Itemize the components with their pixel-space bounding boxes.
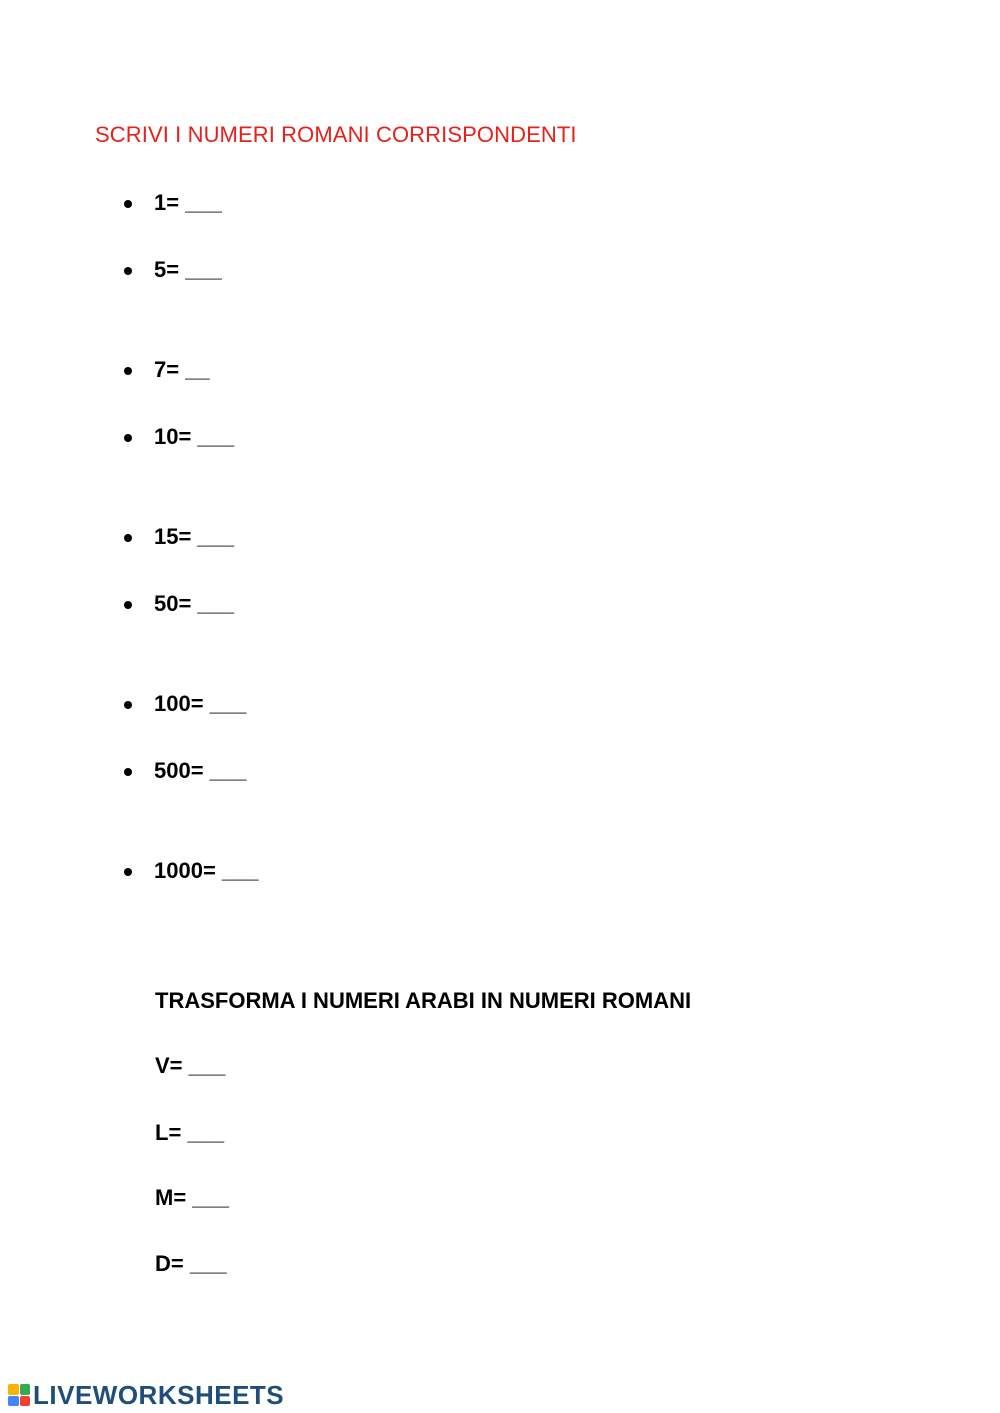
bullet-icon [124, 267, 132, 275]
item-text: 10= ___ [154, 424, 235, 449]
bullet-icon [124, 701, 132, 709]
bullet-icon [124, 434, 132, 442]
footer-brand [8, 1381, 284, 1409]
bullet-icon [124, 200, 132, 208]
brand-name: LIVEWORKSHEETS [33, 1379, 285, 1410]
liveworksheets-logo-icon [8, 1384, 30, 1406]
bullet-icon [124, 367, 132, 375]
bullet-icon [124, 534, 132, 542]
exercise-1-title: SCRIVI I NUMERI ROMANI CORRISPONDENTI [95, 122, 577, 147]
item-text: 5= ___ [154, 257, 222, 282]
list-item: L= ___ [155, 1120, 225, 1145]
item-text: 7= __ [154, 357, 210, 382]
list-item [124, 856, 259, 886]
list-item: V= ___ [155, 1053, 226, 1078]
item-text: 15= ___ [154, 524, 235, 549]
list-item [124, 522, 234, 552]
item-text: 100= ___ [154, 691, 247, 716]
list-item: D= ___ [155, 1251, 227, 1276]
list-item [124, 188, 222, 218]
item-text: 50= ___ [154, 591, 235, 616]
exercise-2-title: TRASFORMA I NUMERI ARABI IN NUMERI ROMANI [155, 988, 692, 1013]
bullet-icon [124, 768, 132, 776]
bullet-icon [124, 868, 132, 876]
list-item [124, 756, 246, 786]
item-text: 1= ___ [154, 190, 222, 215]
list-item [124, 689, 246, 719]
item-text: 1000= ___ [154, 858, 259, 883]
item-text: 500= ___ [154, 758, 247, 783]
bullet-icon [124, 601, 132, 609]
list-item [124, 422, 234, 452]
list-item: M= ___ [155, 1185, 229, 1210]
list-item [124, 355, 210, 385]
list-item [124, 589, 234, 619]
list-item [124, 255, 222, 285]
